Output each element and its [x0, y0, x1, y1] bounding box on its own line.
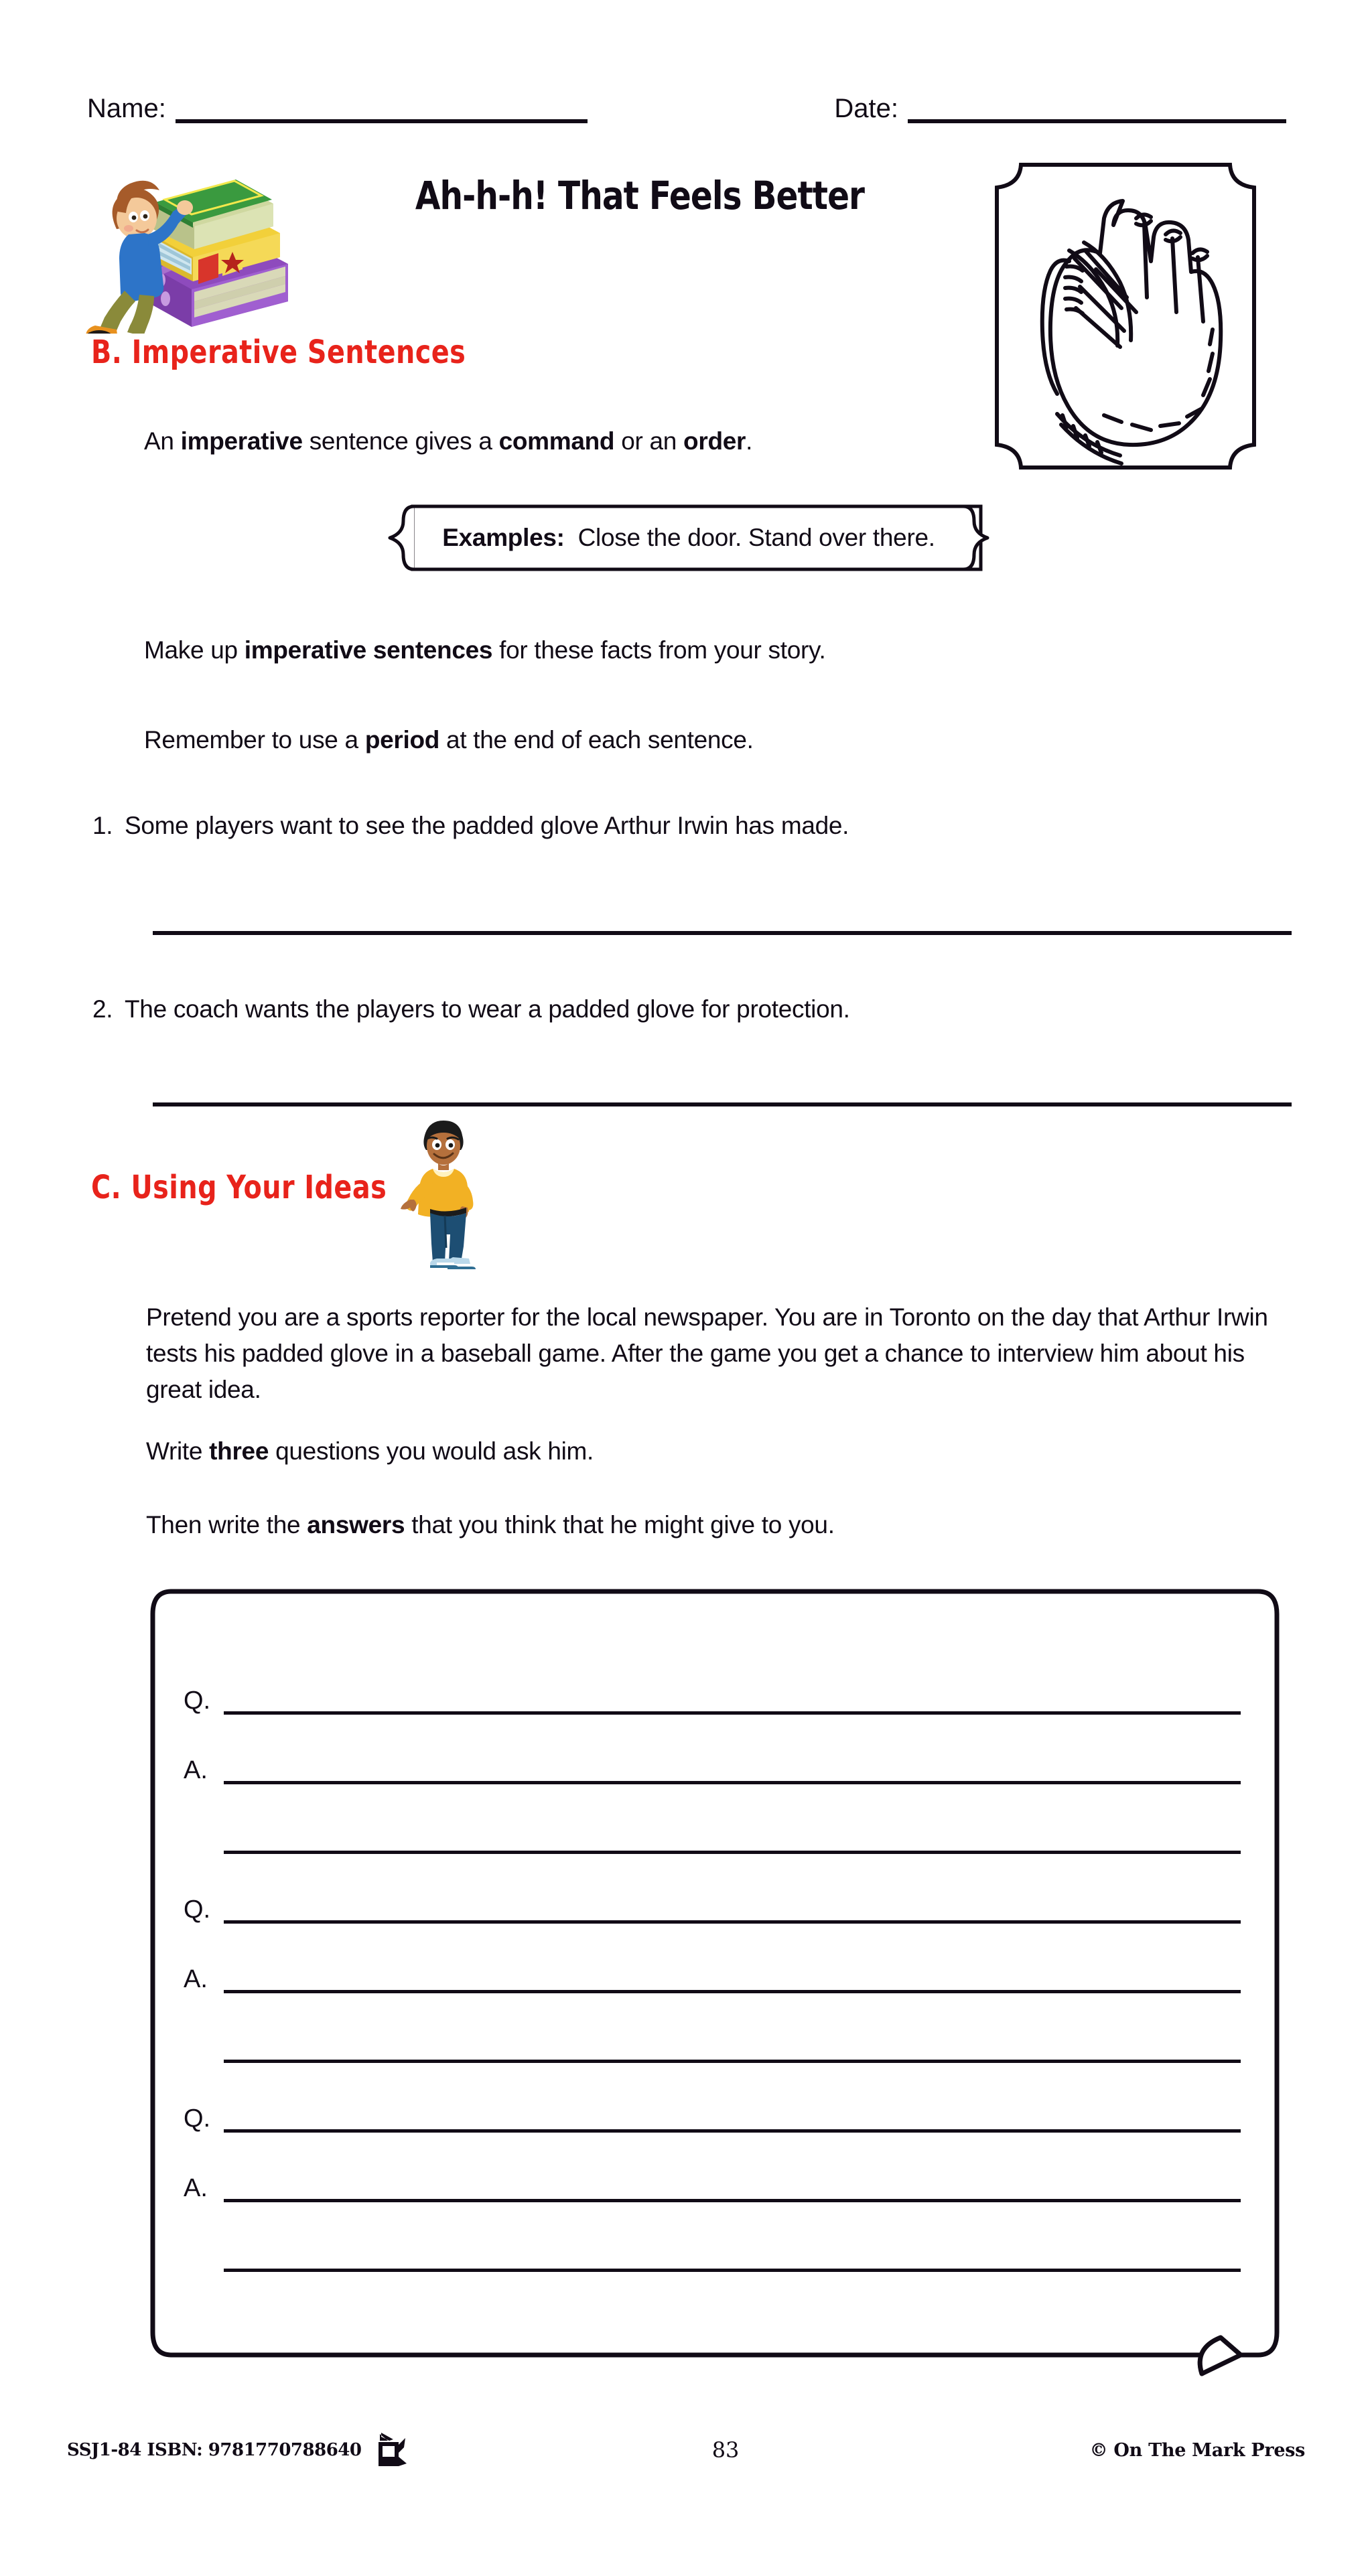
section-c-instruction-2 [146, 1512, 835, 1537]
qa-write-line-6[interactable] [224, 2060, 1241, 2063]
qa-label-q2: Q. [184, 1895, 211, 1924]
qa-write-line-3[interactable] [224, 1851, 1241, 1854]
qa-write-line-5[interactable] [224, 1990, 1241, 1993]
qa-row [184, 1858, 1241, 1928]
date-input-line[interactable] [908, 119, 1286, 123]
page-title: Ah-h-h! That Feels Better [415, 173, 865, 218]
instruction2-pre: Remember to use a [144, 726, 365, 754]
qa-write-line-9[interactable] [224, 2269, 1241, 2272]
qa-label-blank3 [184, 2271, 224, 2276]
books-stack-boy-illustration [67, 133, 288, 334]
examples-text: Close the door. Stand over there. [577, 524, 935, 551]
fact-1-text: Some players want to see the padded glove Arthur Irwin has made. [125, 812, 849, 839]
definition-bold-command: command [498, 427, 615, 455]
date-label: Date: [834, 94, 898, 123]
fact-item-1 [92, 812, 849, 840]
footer-isbn-code: SSJ1-84 ISBN: 9781770788640 [67, 2440, 362, 2460]
qa-row [184, 2206, 1241, 2276]
name-date-header [87, 79, 1286, 126]
instruction1-post: for these facts from your story. [492, 636, 826, 664]
definition-pre: An [144, 427, 181, 455]
definition-bold-imperative: imperative [180, 427, 303, 455]
instruction1-pre: Make up [144, 636, 245, 664]
boy-standing-illustration [395, 1115, 489, 1269]
qa-write-line-8[interactable] [224, 2199, 1241, 2202]
examples-ribbon-text [387, 502, 990, 573]
qa-answer-box [149, 1587, 1281, 2378]
qa-label-a2: A. [184, 1965, 208, 1993]
qa-row [184, 2067, 1241, 2137]
qa-row [184, 1719, 1241, 1788]
c-instruction1-bold: three [209, 1437, 269, 1465]
instruction2-bold: period [364, 726, 440, 754]
qa-row [184, 1649, 1241, 1719]
section-b-instruction-2 [144, 727, 754, 752]
instruction1-bold: imperative sentences [244, 636, 493, 664]
qa-write-line-1[interactable] [224, 1711, 1241, 1715]
qa-row [184, 1928, 1241, 1997]
qa-label-q1: Q. [184, 1687, 211, 1715]
name-label: Name: [87, 94, 166, 123]
qa-row [184, 2137, 1241, 2206]
c-instruction1-post: questions you would ask him. [269, 1437, 594, 1465]
examples-ribbon [387, 502, 990, 573]
qa-label-a1: A. [184, 1756, 208, 1784]
definition-mid: sentence gives a [302, 427, 499, 455]
definition-mid2: or an [614, 427, 684, 455]
qa-row [184, 1997, 1241, 2067]
answer-line-1[interactable] [153, 931, 1292, 935]
qa-row [184, 1788, 1241, 1858]
page-footer [67, 2430, 1305, 2470]
examples-label: Examples: [442, 524, 565, 551]
instruction2-post: at the end of each sentence. [439, 726, 754, 754]
definition-end: . [746, 427, 753, 455]
qa-label-blank1 [184, 1853, 224, 1858]
qa-label-q3: Q. [184, 2104, 211, 2133]
fact-2-number: 2. [92, 995, 113, 1023]
qa-rows [149, 1587, 1281, 2378]
c-instruction2-post: that you think that he might give to you. [405, 1511, 835, 1539]
qa-write-line-2[interactable] [224, 1781, 1241, 1784]
baseball-glove-illustration [991, 159, 1259, 473]
fact-1-number: 1. [92, 812, 113, 839]
qa-write-line-7[interactable] [224, 2129, 1241, 2133]
name-input-line[interactable] [176, 119, 588, 123]
definition-bold-order: order [683, 427, 746, 455]
fact-2-text: The coach wants the players to wear a padded glove for protection. [125, 995, 850, 1023]
answer-line-2[interactable] [153, 1102, 1292, 1106]
section-c-paragraph: Pretend you are a sports reporter for the local newspaper. You are in Toronto on the day that Arthur Irwin tests his padded glove in a baseball game. After the game you get a chance to interview him about his great idea. [146, 1303, 1268, 1403]
qa-label-blank2 [184, 2062, 224, 2067]
section-c-instruction-1 [146, 1439, 594, 1463]
qa-write-line-4[interactable] [224, 1920, 1241, 1924]
page-number: 83 [711, 2437, 740, 2463]
qa-label-a3: A. [184, 2174, 208, 2202]
fact-item-2 [92, 995, 850, 1023]
section-b-heading: B. Imperative Sentences [91, 334, 466, 371]
c-instruction2-pre: Then write the [146, 1511, 307, 1539]
section-c-heading: C. Using Your Ideas [91, 1169, 387, 1206]
c-instruction1-pre: Write [146, 1437, 210, 1465]
section-b-instruction-1 [144, 638, 825, 662]
c-instruction2-bold: answers [307, 1511, 405, 1539]
footer-copyright: © On The Mark Press [1089, 2439, 1305, 2461]
imperative-definition [144, 429, 752, 453]
